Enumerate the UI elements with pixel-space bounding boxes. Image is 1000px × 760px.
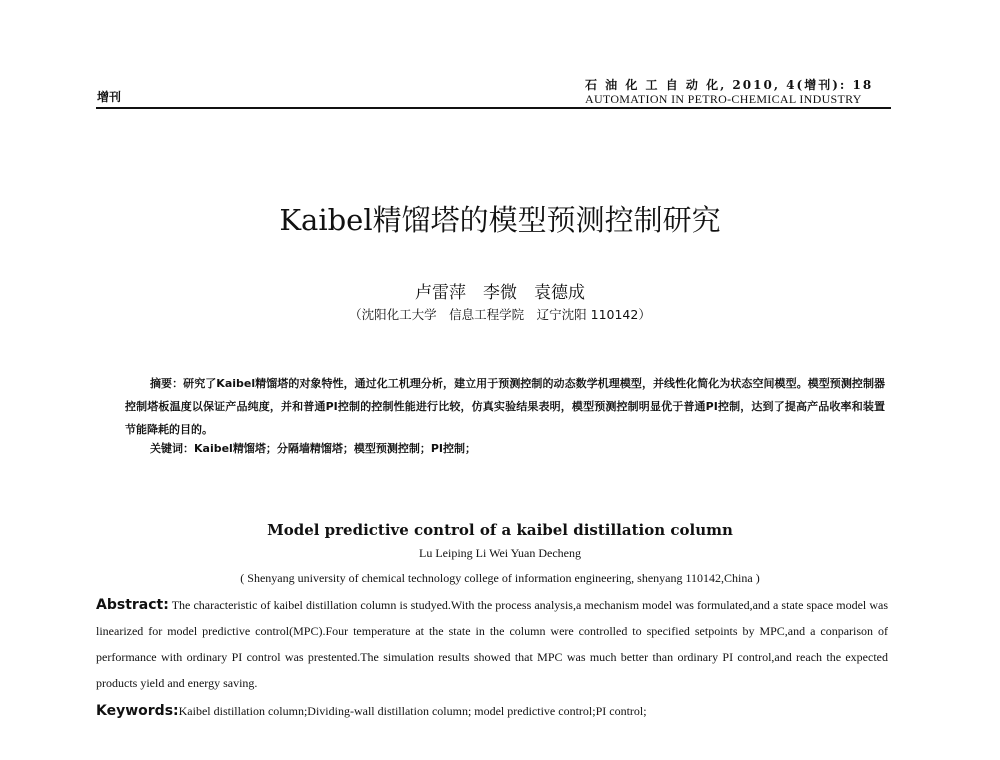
- supplement-label: 增刊: [97, 90, 122, 104]
- journal-name-en: AUTOMATION IN PETRO-CHEMICAL INDUSTRY: [585, 92, 862, 106]
- abstract-cn: [125, 372, 885, 441]
- keywords-en-text: Kaibel distillation column;Dividing-wall distillation column; model predictive control;PI control;: [178, 704, 647, 718]
- paper-title-en: Model predictive control of a kaibel distillation column: [267, 521, 733, 539]
- paper-title-cn: Kaibel精馏塔的模型预测控制研究: [279, 203, 721, 237]
- keywords-cn-label: 关键词：: [150, 442, 194, 455]
- authors-en: Lu Leiping Li Wei Yuan Decheng: [419, 546, 581, 560]
- abstract-en-label: Abstract:: [96, 597, 169, 613]
- abstract-en-text: The characteristic of kaibel distillation column is studyed.With the process analysis,a mechanism model was formulated,and a state space model was linearized for model predictive control(MPC).Four temperature at the state in the column were controlled to specified setpoints by MPC,and a conparison of performance with ordinary PI control was prestented.The simulation results showed that MPC was much better than ordinary PI control,and reach the expected products yield and energy saving.: [96, 598, 888, 690]
- abstract-en: [96, 592, 888, 696]
- keywords-en-label: Keywords:: [96, 703, 179, 719]
- affiliation-en: ( Shenyang university of chemical technology college of information engineering, shenyang 110142,China ): [240, 571, 760, 585]
- header-rule: [96, 107, 891, 109]
- authors-cn: 卢雷萍 李微 袁德成: [415, 283, 585, 303]
- abstract-cn-label: 摘要：: [150, 377, 184, 390]
- keywords-en: [96, 703, 647, 719]
- journal-citation-cn: 石 油 化 工 自 动 化, 2010, 4(增刊): 18: [585, 78, 874, 92]
- keywords-cn: [150, 440, 476, 456]
- abstract-cn-text: 研究了Kaibel精馏塔的对象特性，通过化工机理分析，建立用于预测控制的动态数学机理模型，并线性化简化为状态空间模型。模型预测控制器控制塔板温度以保证产品纯度，并和普通PI控制的控制性能进行比较，仿真实验结果表明，模型预测控制明显优于普通PI控制，达到了提高产品收率和装置节能降耗的目的。: [125, 377, 885, 436]
- keywords-cn-text: Kaibel精馏塔；分隔墙精馏塔；模型预测控制；PI控制；: [194, 442, 476, 455]
- affiliation-cn: （沈阳化工大学 信息工程学院 辽宁沈阳 110142）: [349, 307, 651, 322]
